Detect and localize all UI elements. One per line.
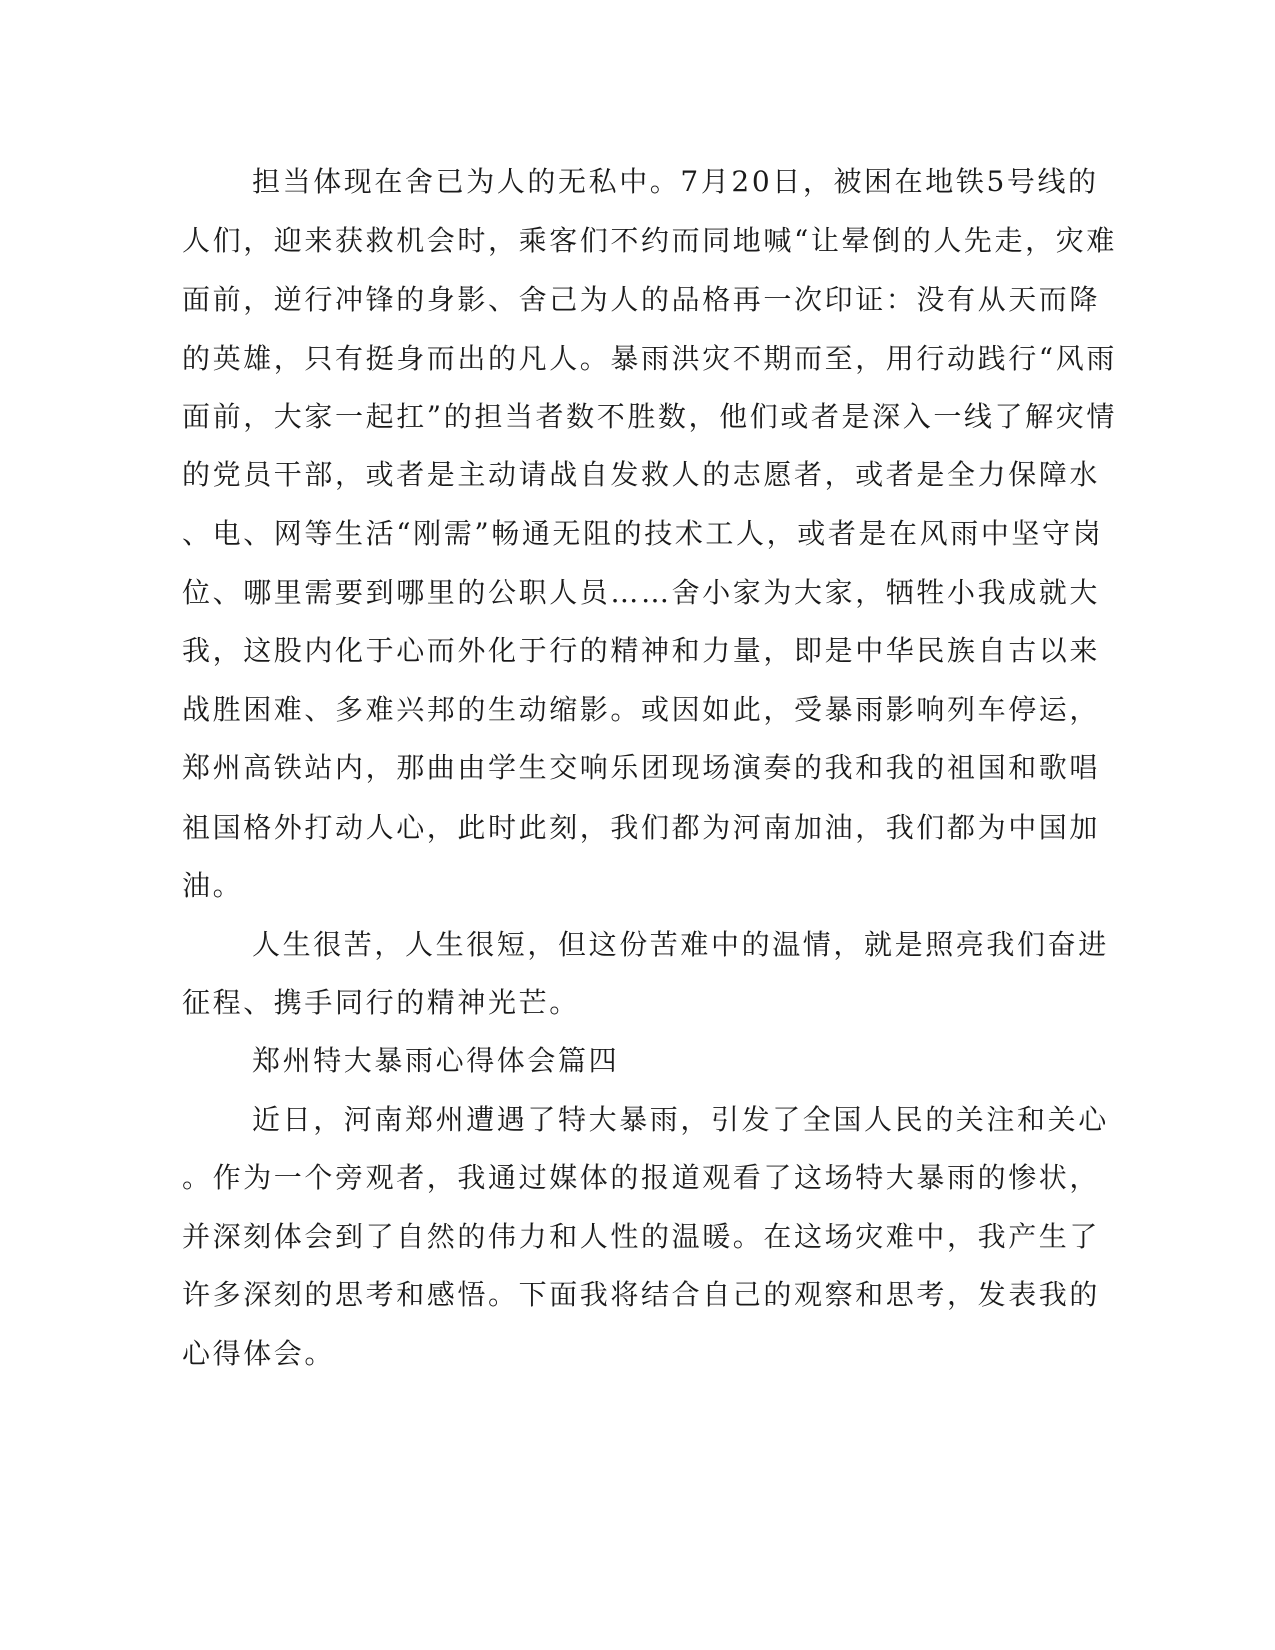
- paragraph-line: 我，这股内化于心而外化于行的精神和力量，即是中华民族自古以来: [182, 634, 1101, 667]
- paragraph-line: 并深刻体会到了自然的伟力和人性的温暖。在这场灾难中，我产生了: [182, 1220, 1101, 1253]
- paragraph-line: 油。: [182, 869, 244, 902]
- paragraph-line: 心得体会。: [182, 1337, 336, 1370]
- paragraph-line: 许多深刻的思考和感悟。下面我将结合自己的观察和思考，发表我的: [182, 1278, 1101, 1311]
- paragraph-line: 位、哪里需要到哪里的公职人员……舍小家为大家，牺牲小我成就大: [182, 576, 1101, 609]
- paragraph-line: 战胜困难、多难兴邦的生动缩影。或因如此，受暴雨影响列车停运，: [182, 693, 1101, 726]
- section-heading: 郑州特大暴雨心得体会篇四: [252, 1044, 620, 1077]
- paragraph-line: 征程、携手同行的精神光芒。: [182, 986, 580, 1019]
- paragraph-line: 郑州高铁站内，那曲由学生交响乐团现场演奏的我和我的祖国和歌唱: [182, 751, 1101, 784]
- paragraph-line: 、电、网等生活“刚需”畅通无阻的技术工人，或者是在风雨中坚守岗: [182, 517, 1104, 550]
- paragraph-line: 人们，迎来获救机会时，乘客们不约而同地喊“让晕倒的人先走，灾难: [182, 224, 1117, 257]
- paragraph-line: 近日，河南郑州遭遇了特大暴雨，引发了全国人民的关注和关心: [252, 1103, 1109, 1136]
- paragraph-line: 的党员干部，或者是主动请战自发救人的志愿者，或者是全力保障水: [182, 458, 1101, 491]
- paragraph-line: 的英雄，只有挺身而出的凡人。暴雨洪灾不期而至，用行动践行“风雨: [182, 342, 1117, 375]
- paragraph-line: 。作为一个旁观者，我通过媒体的报道观看了这场特大暴雨的惨状，: [182, 1161, 1101, 1194]
- paragraph-line: 担当体现在舍已为人的无私中。7月20日，被困在地铁5号线的: [252, 165, 1099, 198]
- paragraph-line: 面前，大家一起扛”的担当者数不胜数，他们或者是深入一线了解灾情: [182, 400, 1117, 433]
- paragraph-line: 人生很苦，人生很短，但这份苦难中的温情，就是照亮我们奋进: [252, 928, 1109, 961]
- paragraph-line: 祖国格外打动人心，此时此刻，我们都为河南加油，我们都为中国加: [182, 811, 1101, 844]
- paragraph-line: 面前，逆行冲锋的身影、舍己为人的品格再一次印证：没有从天而降: [182, 283, 1101, 316]
